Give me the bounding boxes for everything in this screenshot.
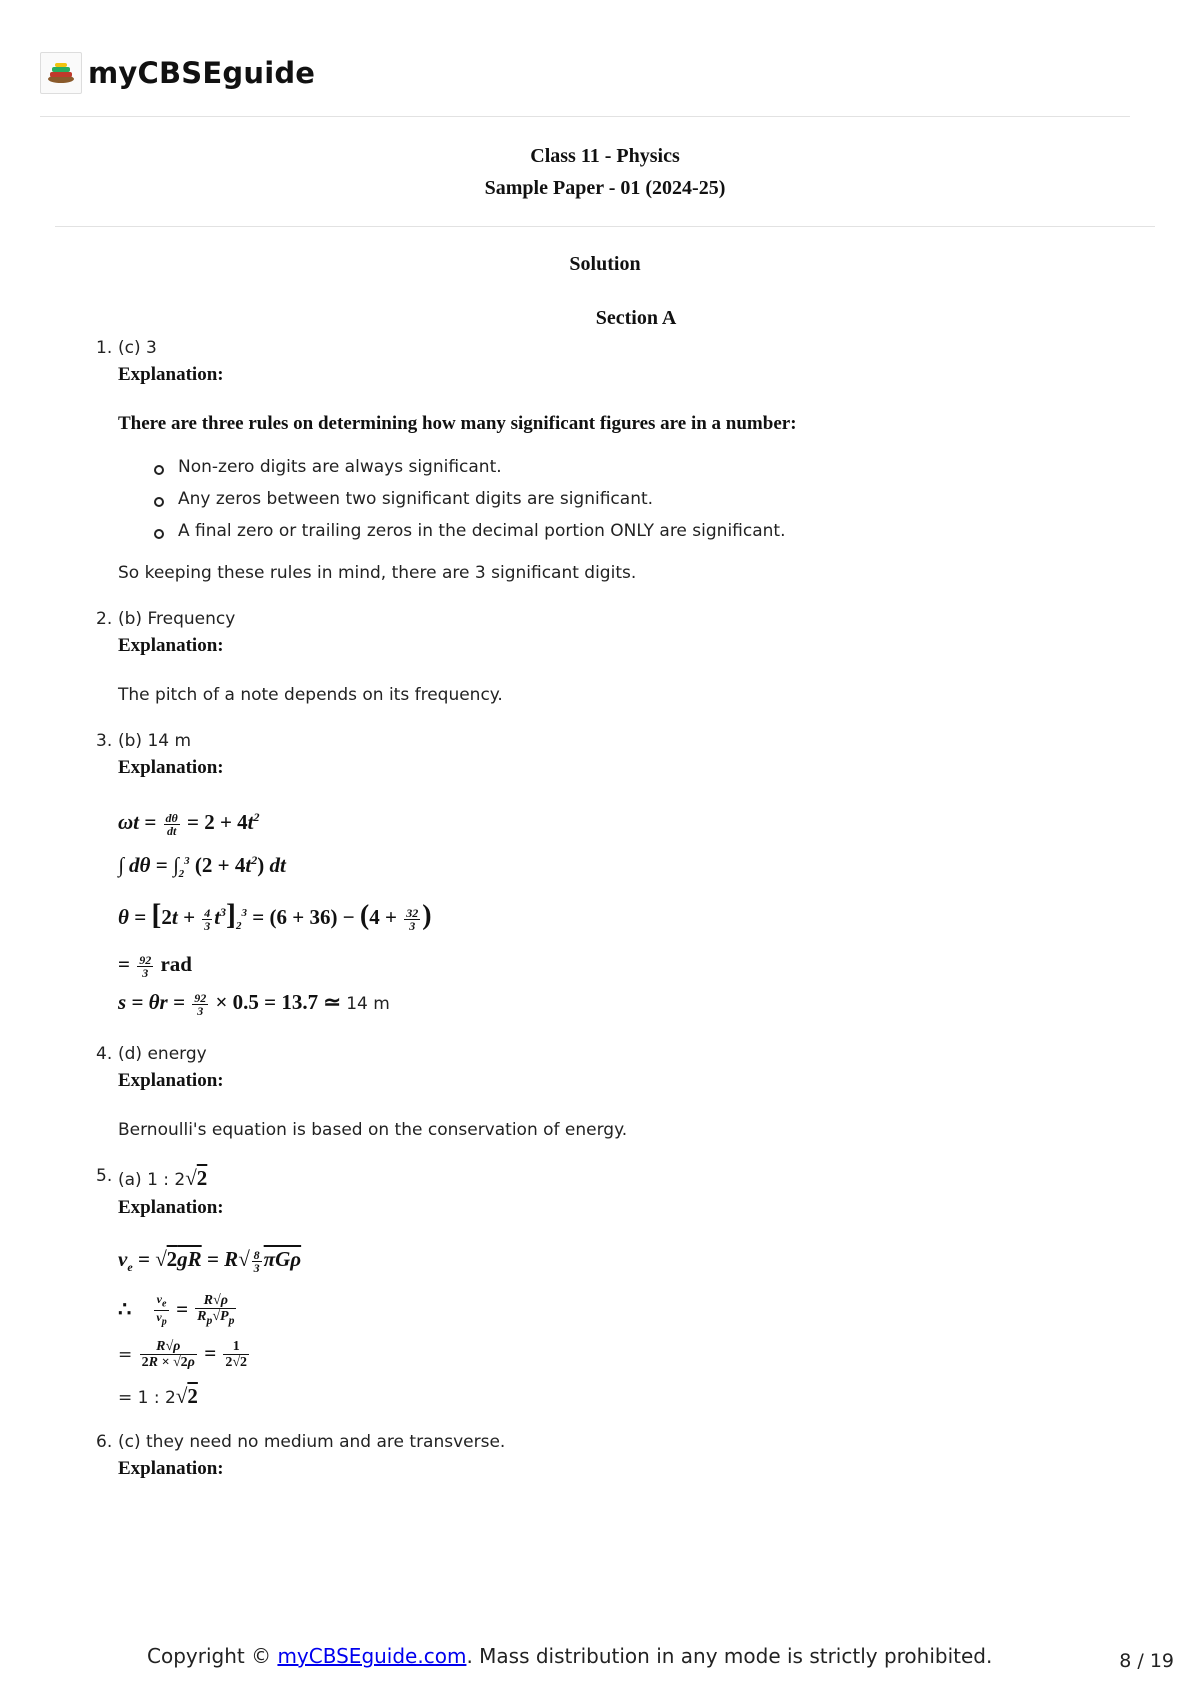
paper-title: Sample Paper - 01 (2024-25) (484, 177, 726, 199)
explanation-label: Explanation: (118, 757, 224, 778)
explanation-label: Explanation: (118, 1457, 224, 1479)
question-number: 6. (96, 1431, 113, 1452)
rules-heading: There are three rules on determining how many significant figures are in a number: (118, 413, 797, 434)
bullet-icon (154, 497, 164, 507)
answer: (b) Frequency (118, 609, 236, 629)
question-3 (96, 731, 1116, 1022)
final-value: 14 m (346, 994, 390, 1015)
bullet-icon (154, 465, 164, 475)
solutions-list (96, 338, 1116, 1480)
answer: (c) 3 (118, 338, 157, 358)
solution-heading: Solution (569, 253, 641, 275)
question-number: 2. (96, 609, 113, 629)
answer: (b) 14 m (118, 731, 192, 751)
question-number: 3. (96, 731, 113, 751)
escape-velocity-derivation: $v_e = √2gR = R√$ $\frac{8}{3}$ πGρ ∴ $\frac{v_e}{v_p}$ = $\frac{R√\rho}{R_p√P_p}$ = $\frac{R√\rho}{2R \times √2\rho}$ = $\frac{1}{2√2}$ = 1 : 2√2 (118, 1247, 302, 1408)
brand-header (40, 52, 315, 94)
answer: (a) 1 : 2√2 (118, 1166, 208, 1191)
list-item: A final zero or trailing zeros in the decimal portion ONLY are significant. (154, 521, 1116, 541)
section-heading: Section A (595, 307, 677, 329)
question-6 (96, 1432, 1116, 1480)
question-4 (96, 1044, 1116, 1140)
explanation-text: Bernoulli's equation is based on the conservation of energy. (118, 1120, 628, 1141)
question-1 (96, 338, 1116, 583)
page-number: 8 / 19 (1119, 1650, 1174, 1672)
site-link[interactable]: myCBSEguide.com (277, 1644, 467, 1668)
list-item: Any zeros between two significant digits are significant. (154, 489, 1116, 509)
explanation-text: The pitch of a note depends on its frequency. (118, 685, 503, 705)
angular-displacement-derivation: ωt = $\frac{d\theta}{dt}$ = $2 + 4t^2$ ∫ $d\theta = \int_2^3$ $(2 + 4t^2)$ dt θ = [2t + $\frac{4}{3}$ $t^3]_2^3 = (6 + 36) - (4$ + $\frac{32}{3}$ ) = $\frac{92}{3}$ rad s = θr = $\frac{92}{3}$ × 0.5 = 13.7 ≃ 14 m (118, 810, 432, 1019)
bullet-icon (154, 529, 164, 539)
rules-list (118, 457, 1116, 541)
conclusion-text: So keeping these rules in mind, there are 3 significant digits. (118, 563, 637, 583)
list-item: Non-zero digits are always significant. (154, 457, 1116, 477)
copyright-footer: Copyright © myCBSEguide.com. Mass distribution in any mode is strictly prohibited. (147, 1644, 993, 1668)
explanation-label: Explanation: (118, 364, 224, 385)
question-number: 5. (96, 1166, 113, 1187)
header-divider (40, 116, 1130, 117)
title-divider (55, 226, 1155, 227)
answer: (d) energy (118, 1044, 207, 1065)
question-2 (96, 609, 1116, 705)
question-number: 4. (96, 1044, 113, 1065)
book-stack-icon (40, 52, 82, 94)
class-title: Class 11 - Physics (530, 145, 680, 167)
explanation-label: Explanation: (118, 635, 224, 656)
answer: (c) they need no medium and are transverse. (118, 1431, 506, 1452)
explanation-label: Explanation: (118, 1070, 224, 1092)
question-5 (96, 1166, 1116, 1415)
brand-name: myCBSEguide (88, 56, 316, 90)
question-number: 1. (96, 338, 113, 358)
explanation-label: Explanation: (118, 1197, 224, 1219)
